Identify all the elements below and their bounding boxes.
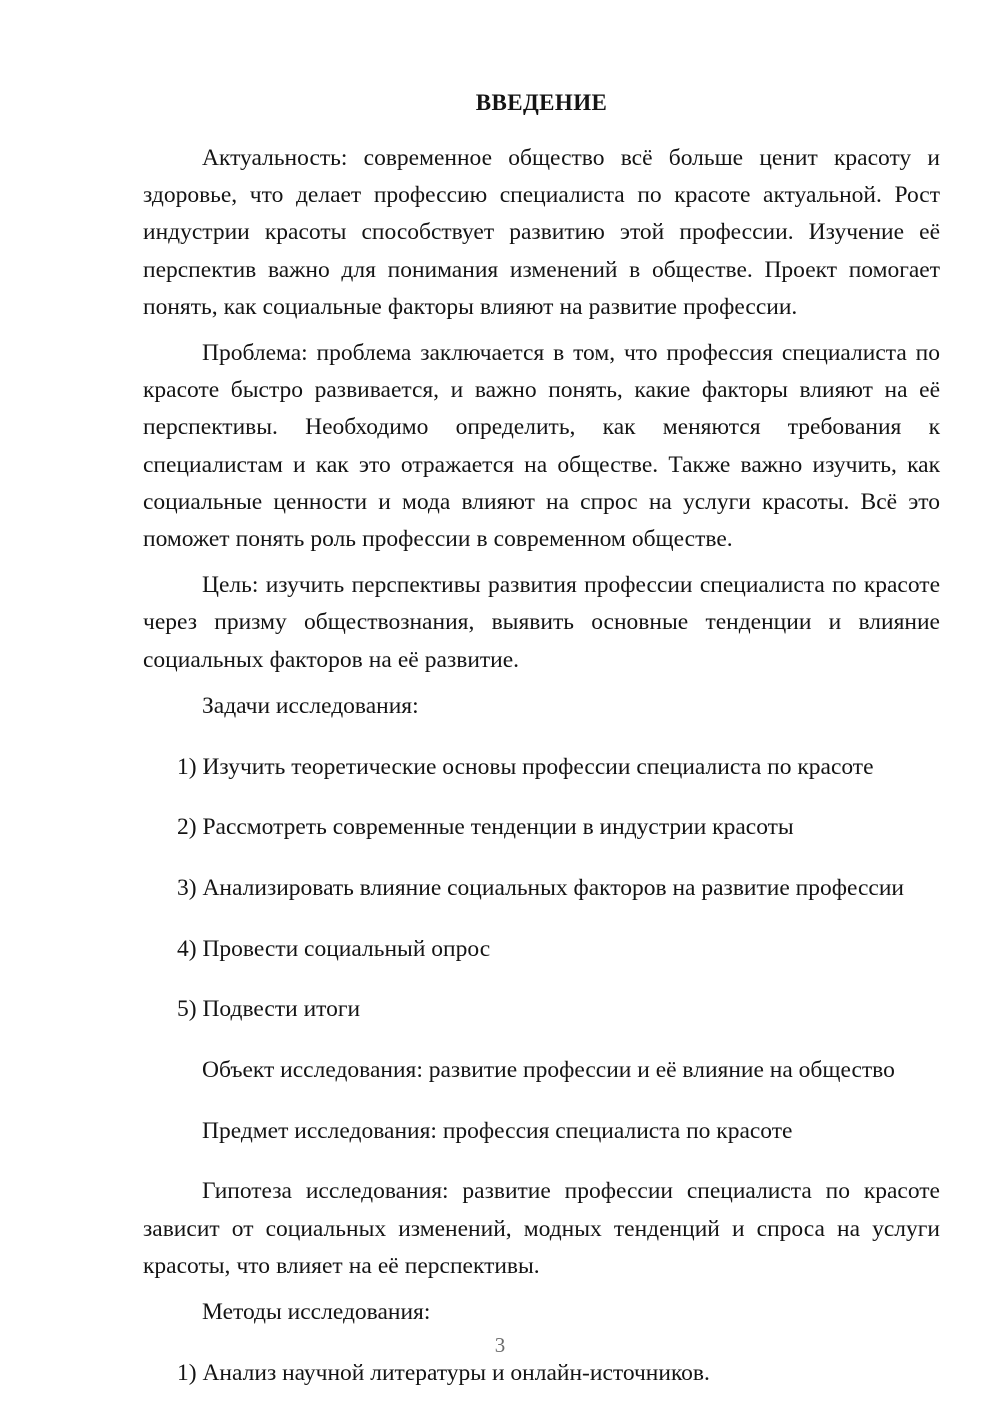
page-title: ВВЕДЕНИЕ bbox=[475, 90, 608, 115]
subject-of-research-line: Предмет исследования: профессия специалиста по красоте bbox=[202, 1117, 793, 1144]
task-item-2: 2) Рассмотреть современные тенденции в индустрии красоты bbox=[177, 814, 794, 841]
page-number: 3 bbox=[494, 1333, 506, 1357]
task-item-5: 5) Подвести итоги bbox=[177, 996, 361, 1023]
document-body bbox=[143, 88, 940, 1415]
paragraph-problem: Проблема: проблема заключается в том, что профессия специалиста по красоте быстро развивается, и важно понять, какие факторы влияют на её перспективы. Необходимо определить, как меняются требования к специалистам и как это отражается на обществе. Также важно изучить, как социальные ценности и мода влияют на спрос на услуги красоты. Всё это поможет понять роль профессии в современном обществе. bbox=[143, 340, 940, 553]
tasks-label: Задачи исследования: bbox=[202, 692, 419, 719]
task-item-1: 1) Изучить теоретические основы профессии специалиста по красоте bbox=[177, 753, 874, 780]
paragraph-hypothesis: Гипотеза исследования: развитие профессии специалиста по красоте зависит от социальных изменений, модных тенденций и спроса на услуги красоты, что влияет на её перспективы. bbox=[143, 1178, 940, 1279]
paragraph-relevance: Актуальность: современное общество всё больше ценит красоту и здоровье, что делает профессию специалиста по красоте актуальной. Рост индустрии красоты способствует развитию этой профессии. Изучение её перспектив важно для понимания изменений в обществе. Проект помогает понять, как социальные факторы влияют на развитие профессии. bbox=[143, 145, 940, 320]
methods-label: Методы исследования: bbox=[202, 1299, 431, 1326]
object-of-research-line: Объект исследования: развитие профессии и её влияние на общество bbox=[202, 1057, 895, 1084]
task-item-4: 4) Провести социальный опрос bbox=[177, 935, 491, 962]
method-item-1: 1) Анализ научной литературы и онлайн-источников. bbox=[177, 1359, 710, 1386]
task-item-3: 3) Анализировать влияние социальных факторов на развитие профессии bbox=[177, 874, 904, 901]
paragraph-goal: Цель: изучить перспективы развития профессии специалиста по красоте через призму обществознания, выявить основные тенденции и влияние социальных факторов на её развитие. bbox=[143, 572, 940, 673]
